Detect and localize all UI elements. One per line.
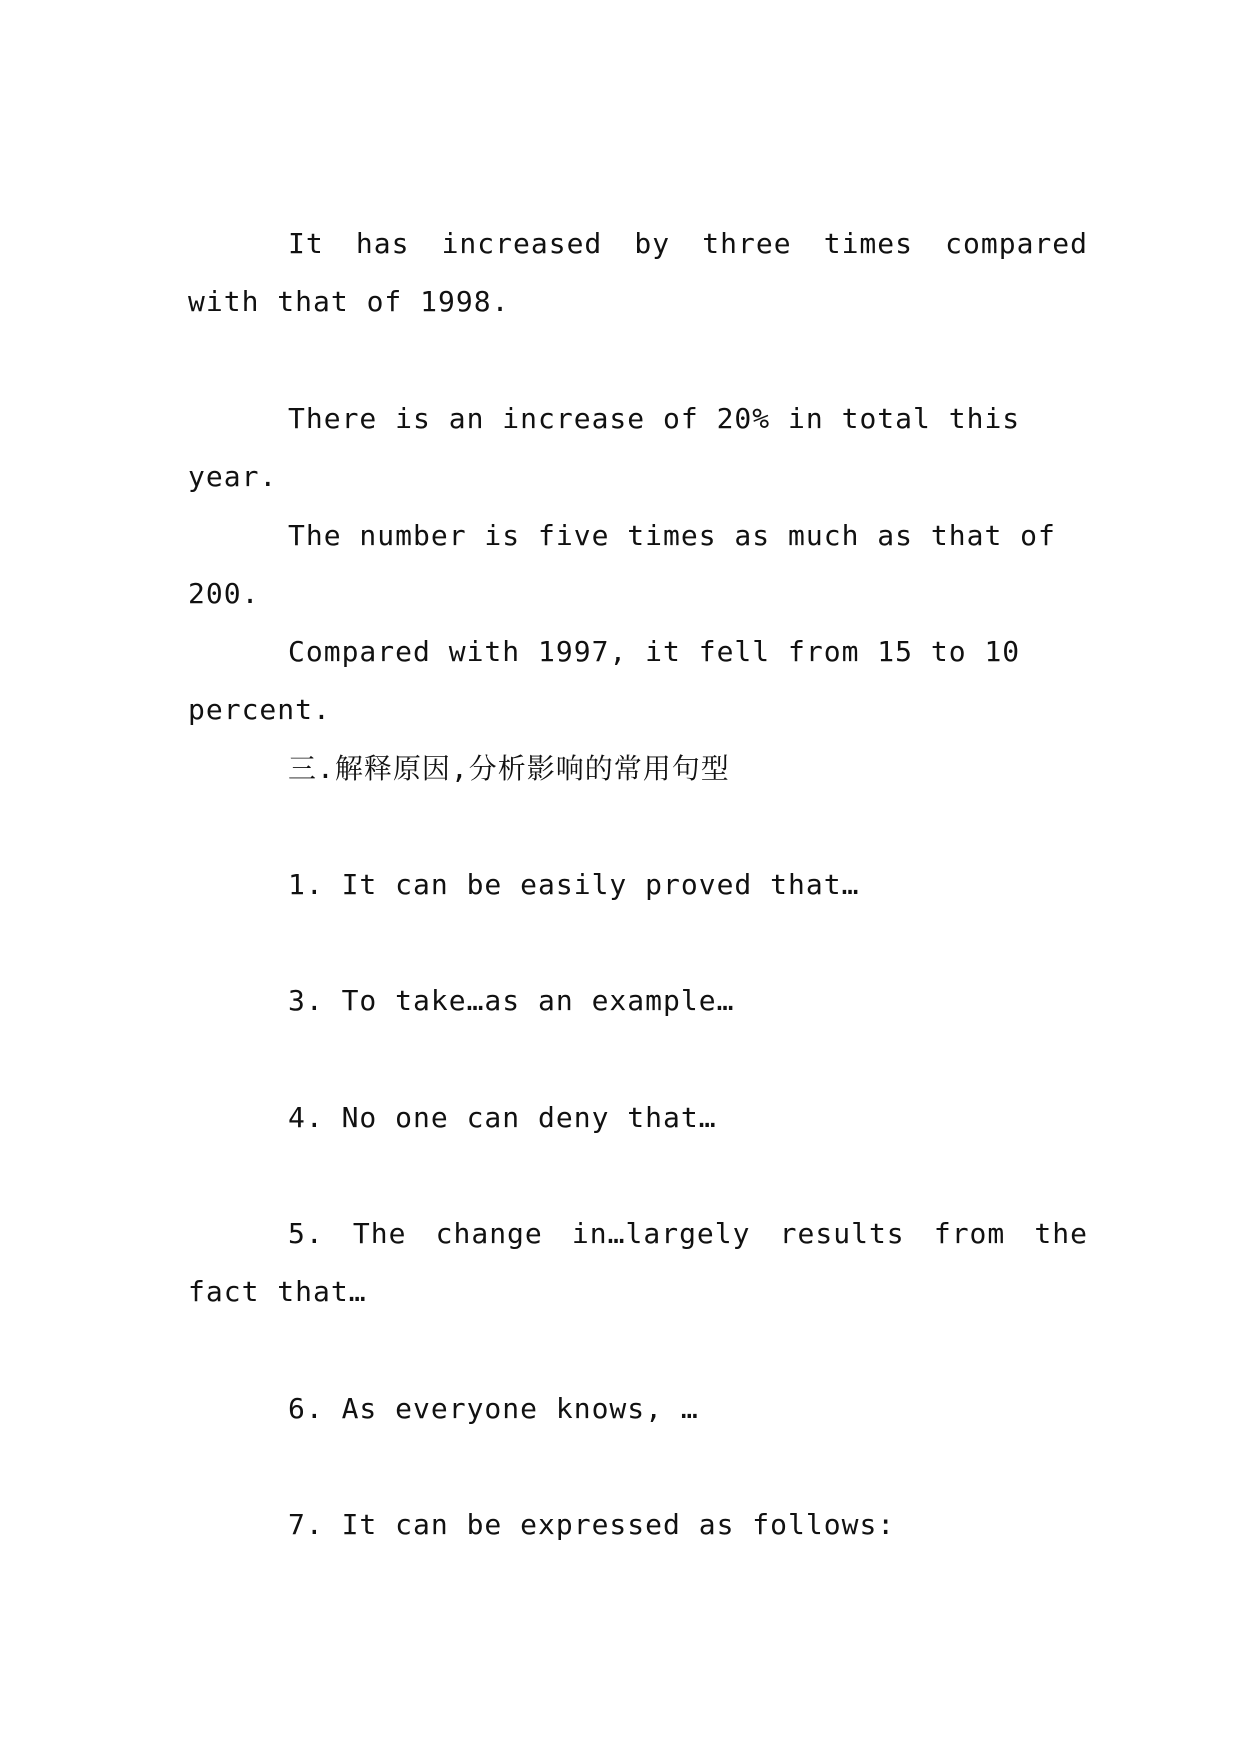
list-item-3: 3. To take…as an example… bbox=[288, 984, 735, 1017]
paragraph-compared-1997: Compared with 1997, it fell from 15 to 10 percent. bbox=[188, 635, 1021, 726]
paragraph-five-times: The number is five times as much as that of 200. bbox=[188, 519, 1056, 610]
paragraph-increase-20-percent: There is an increase of 20% in total this year. bbox=[188, 402, 1021, 493]
section-heading-causes-effects: 三.解释原因,分析影响的常用句型 bbox=[288, 752, 730, 785]
list-item-6: 6. As everyone knows, … bbox=[288, 1392, 699, 1425]
list-item-1: 1. It can be easily proved that… bbox=[288, 868, 860, 901]
list-item-5: 5. The change in…largely results from the fact that… bbox=[188, 1217, 1088, 1308]
list-item-7: 7. It can be expressed as follows: bbox=[288, 1508, 896, 1541]
list-item-4: 4. No one can deny that… bbox=[288, 1101, 717, 1134]
paragraph-increase-three-times: It has increased by three times compared with that of 1998. bbox=[188, 227, 1088, 318]
